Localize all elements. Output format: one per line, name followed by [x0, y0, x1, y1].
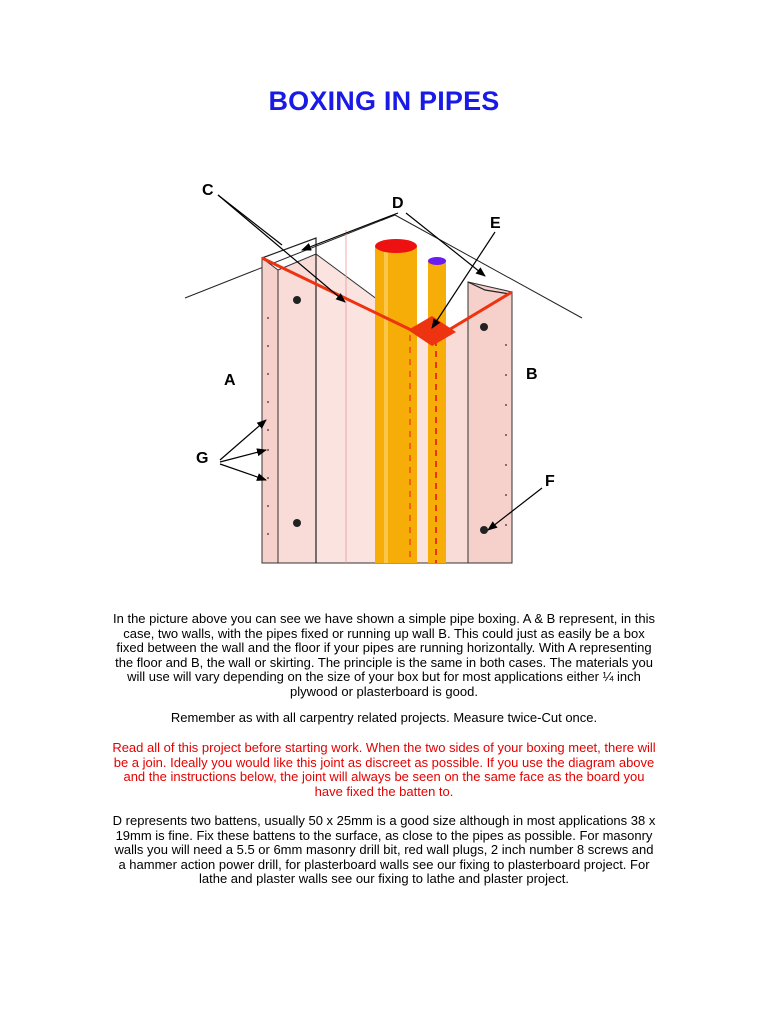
arrow-c-left	[218, 195, 282, 245]
page-title: BOXING IN PIPES	[268, 86, 500, 116]
arrow-g-1	[220, 420, 266, 460]
arrow-g-2	[220, 450, 266, 462]
label-d: D	[392, 195, 404, 212]
large-pipe	[375, 246, 417, 563]
label-c: C	[202, 182, 214, 199]
intro-paragraph: In the picture above you can see we have shown a simple pipe boxing. A & B represent, in this case, two walls, with the pipes fixed or running up wall B. This could just as easily be a box fixed between the wall and the floor if your pipes are running horizontally. With A representing the floor and B, the wall or skirting. The principle is the same in both cases. The materials you will use will vary depending on the size of your box but for most applications either ¼ inch plywood or plasterboard is good.	[113, 611, 655, 699]
label-b: B	[526, 366, 538, 383]
screw-dot	[480, 526, 488, 534]
label-f: F	[545, 473, 555, 490]
arrow-g-3	[220, 464, 266, 480]
battens-paragraph: D represents two battens, usually 50 x 25mm is a good size although in most applications 38 x 19mm is fine. Fix these battens to the surface, as close to the pipes as possible. For masonry walls you will need a 5.5 or 6mm masonry drill bit, red wall plugs, 2 inch number 8 screws and a hammer action power drill, for plasterboard walls see our fixing to plasterboard project. For lathe and plaster walls see our fixing to lathe and plaster project.	[112, 813, 656, 887]
label-e: E	[490, 215, 501, 232]
board-b-face	[468, 282, 512, 563]
label-g: G	[196, 450, 209, 467]
screw-dot	[293, 296, 301, 304]
warning-paragraph: Read all of this project before starting work. When the two sides of your boxing meet, there will be a join. Ideally you would like this joint as discreet as possible. If you use the diagram above and the instructions below, the joint will always be seen on the same face as the board you have fixed the batten to.	[112, 740, 656, 799]
remember-paragraph: Remember as with all carpentry related projects. Measure twice-Cut once.	[170, 710, 598, 725]
screw-dot	[480, 323, 488, 331]
label-a: A	[224, 372, 236, 389]
board-a-face	[262, 258, 278, 563]
large-pipe-top	[375, 239, 417, 253]
pipe-boxing-diagram	[170, 170, 600, 570]
small-pipe-top	[428, 257, 446, 265]
screw-dot	[293, 519, 301, 527]
